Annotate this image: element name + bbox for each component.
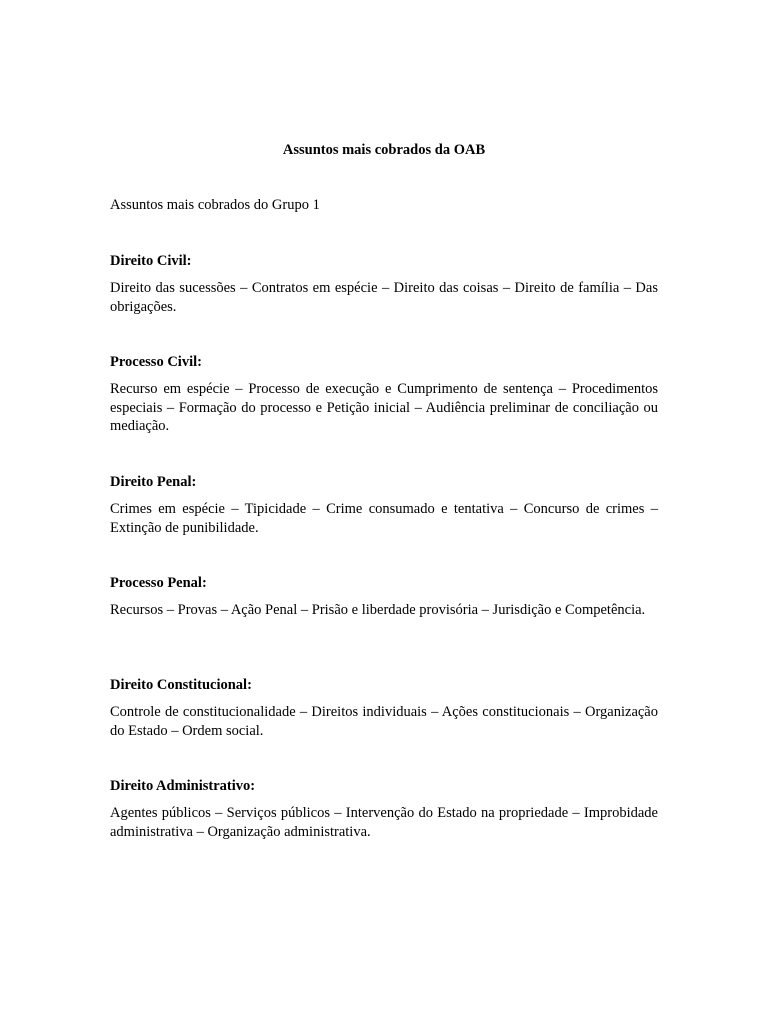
section-heading: Processo Civil: [110,354,202,370]
section-heading: Processo Penal: [110,575,207,591]
section-body: Agentes públicos – Serviços públicos – Intervenção do Estado na propriedade – Improbidade administrativa – Organização administrativa. [110,805,658,840]
section-processo-penal [110,574,658,620]
section-direito-constitucional [110,676,658,740]
document-title: Assuntos mais cobrados da OAB [282,142,486,158]
section-direito-penal [110,473,658,537]
section-heading: Direito Penal: [110,474,197,490]
section-direito-administrativo [110,777,658,841]
section-body: Recursos – Provas – Ação Penal – Prisão e liberdade provisória – Jurisdição e Competência. [110,602,646,618]
section-body: Recurso em espécie – Processo de execução e Cumprimento de sentença – Procedimentos especiais – Formação do processo e Petição inicial – Audiência preliminar de conciliação ou mediação. [110,381,658,435]
section-body: Direito das sucessões – Contratos em espécie – Direito das coisas – Direito de família – Das obrigações. [110,280,658,315]
document-subtitle: Assuntos mais cobrados do Grupo 1 [110,197,320,213]
section-direito-civil [110,252,658,316]
section-processo-civil [110,353,658,436]
section-heading: Direito Constitucional: [110,677,252,693]
section-heading: Direito Administrativo: [110,778,256,794]
section-body: Crimes em espécie – Tipicidade – Crime consumado e tentativa – Concurso de crimes – Extinção de punibilidade. [110,501,658,536]
section-heading: Direito Civil: [110,253,192,269]
section-body: Controle de constitucionalidade – Direitos individuais – Ações constitucionais – Organização do Estado – Ordem social. [110,704,658,739]
